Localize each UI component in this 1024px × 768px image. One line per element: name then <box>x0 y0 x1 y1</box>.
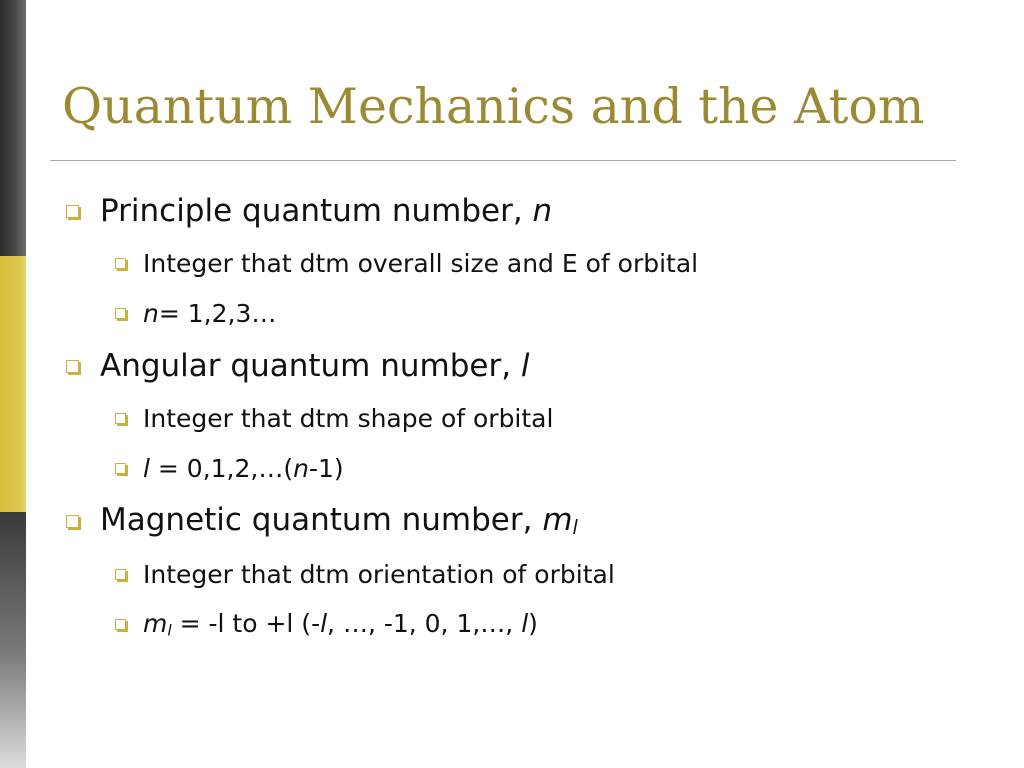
square-bullet-icon <box>66 360 79 373</box>
bullet-text <box>100 348 530 384</box>
square-bullet-icon <box>115 463 126 474</box>
n-values-text: = 1,2,3… <box>158 298 277 328</box>
subbullet-n-values <box>115 296 276 330</box>
var-l: l <box>143 453 150 483</box>
bullet-label: Magnetic quantum number, <box>100 502 543 539</box>
var-m: m <box>143 608 168 638</box>
bullet-angular-quantum-number <box>66 345 530 387</box>
subbullet-size-energy <box>115 246 698 280</box>
subbullet-ml-values <box>115 607 538 641</box>
square-bullet-icon <box>115 619 126 630</box>
bullet-text <box>100 193 552 229</box>
var-n: n <box>293 453 309 483</box>
l-values-text: = 0,1,2,…( <box>149 453 294 483</box>
ml-values-text: = -l to +l (- <box>171 608 321 638</box>
symbol-n: n <box>532 193 553 229</box>
ml-values-middle: , …, -1, 0, 1,…, <box>327 608 522 638</box>
bullet-text <box>100 502 578 539</box>
square-bullet-icon <box>115 413 126 424</box>
square-bullet-icon <box>115 569 126 580</box>
subbullet-text <box>143 454 344 483</box>
subbullet-orientation <box>115 557 615 591</box>
square-bullet-icon <box>66 515 79 528</box>
var-n: n <box>143 298 159 328</box>
var-l: l <box>320 608 328 638</box>
bullet-magnetic-quantum-number <box>66 500 578 542</box>
ml-values-tail: ) <box>528 608 538 638</box>
subbullet-text: Integer that dtm orientation of orbital <box>143 559 615 589</box>
subbullet-text: Integer that dtm overall size and E of orbital <box>143 248 699 278</box>
subbullet-shape <box>115 401 553 435</box>
square-bullet-icon <box>66 205 79 218</box>
slide-title: Quantum Mechanics and the Atom <box>62 78 925 135</box>
symbol-m: m <box>542 502 573 539</box>
bullet-principle-quantum-number <box>66 190 552 232</box>
var-l: l <box>521 608 529 638</box>
bullet-label: Principle quantum number, <box>100 193 533 229</box>
l-values-tail: -1) <box>308 453 344 483</box>
square-bullet-icon <box>115 308 126 319</box>
symbol-l: l <box>520 348 530 384</box>
var-subscript-l: l <box>167 621 172 640</box>
subbullet-l-values <box>115 451 344 485</box>
symbol-subscript-l: l <box>572 516 578 540</box>
square-bullet-icon <box>115 258 126 269</box>
subbullet-text <box>143 299 276 328</box>
subbullet-text <box>143 609 538 639</box>
bullet-label: Angular quantum number, <box>100 348 521 384</box>
subbullet-text: Integer that dtm shape of orbital <box>143 403 554 433</box>
